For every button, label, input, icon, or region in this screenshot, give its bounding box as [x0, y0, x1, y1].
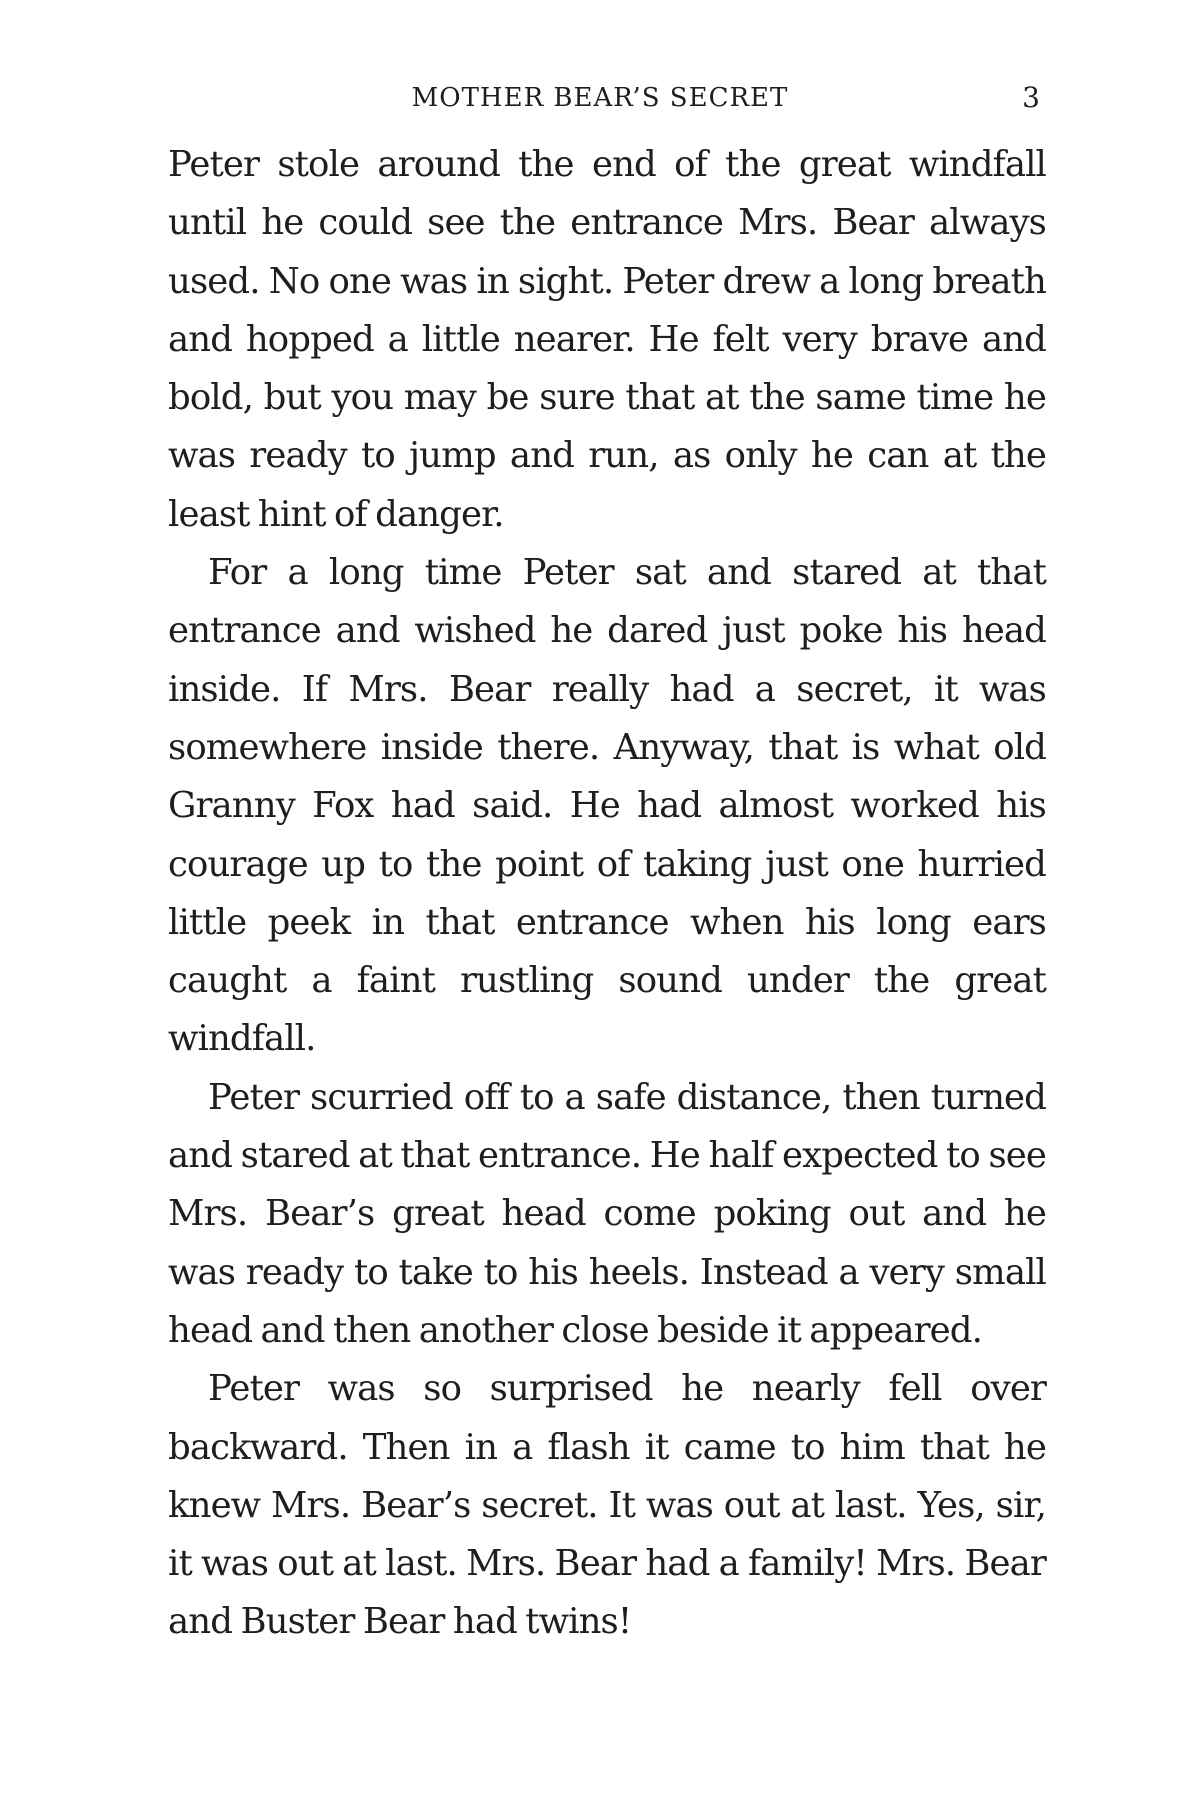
- paragraph-2: For a long time Peter sat and stared at that entrance and wished he dared just poke his head inside. If Mrs. Bear really had a secret, it was somewhere inside there. Anyway, that is what old Granny Fox had said. He had almost worked his courage up to the point of taking just one hurried little peek in that entrance when his long ears caught a faint rustling sound under the great windfall.: [168, 552, 1046, 1060]
- paragraph-4: Peter was so surprised he nearly fell over backward. Then in a flash it came to him that he knew Mrs. Bear’s secret. It was out at last. Yes, sir, it was out at last. Mrs. Bear had a family! Mrs. Bear and Buster Bear had twins!: [168, 1368, 1046, 1643]
- paragraph-3: Peter scurried off to a safe distance, then turned and stared at that entrance. He half expected to see Mrs. Bear’s great head come poking out and he was ready to take to his heels. Instead a very small head and then another close beside it appeared.: [168, 1076, 1046, 1351]
- page-number: 3: [1022, 81, 1040, 114]
- running-header: [0, 78, 1200, 118]
- running-title: MOTHER BEAR’S SECRET: [411, 83, 789, 113]
- body-text: [168, 136, 1046, 1652]
- paragraph-1: Peter stole around the end of the great windfall until he could see the entrance Mrs. Bear always used. No one was in sight. Peter drew a long breath and hopped a little nearer. He felt very brave and bold, but you may be sure that at the same time he was ready to jump and run, as only he can at the least hint of danger.: [168, 144, 1046, 535]
